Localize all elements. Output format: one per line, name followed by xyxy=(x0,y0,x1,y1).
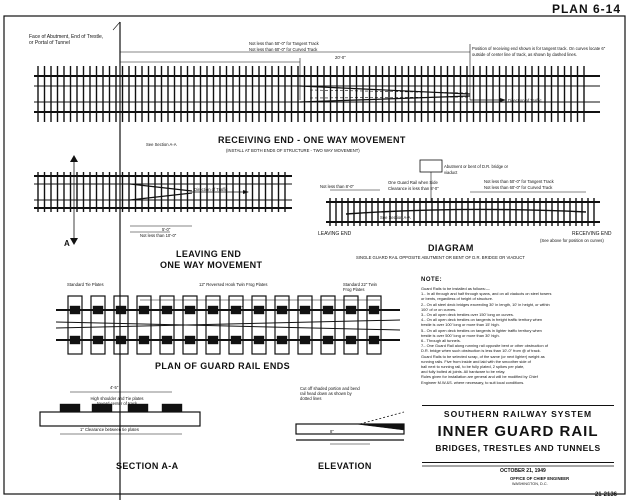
section-mark-a-label: A xyxy=(64,239,71,248)
note-line: Engineer M.W.&S. where necessary, to suit local conditions. xyxy=(421,379,525,385)
company-name: SOUTHERN RAILWAY SYSTEM xyxy=(443,409,593,419)
abutment-leader xyxy=(113,22,120,30)
shaded-portion xyxy=(356,424,404,430)
section-arrow xyxy=(70,155,78,162)
notes-heading: NOTE: xyxy=(421,277,443,283)
plate-tie xyxy=(114,296,128,354)
diagram-subtitle: SINGLE GUARD RAIL OPPOSITE ABUTMENT OR BENT OF D.R. BRIDGE OR VIADUCT xyxy=(356,255,525,260)
note-line: trestle is over 100' long or more than 15' high. xyxy=(421,322,500,328)
plate-tie xyxy=(344,296,358,354)
diagram-leaving-end: LEAVING END xyxy=(318,231,352,237)
diagram-curved: Not less than 60'-0" for Curved Track xyxy=(484,185,553,190)
plate-tie xyxy=(298,296,312,354)
drawing-title: INNER GUARD RAIL xyxy=(437,423,599,440)
abutment-note: Abutment or bent of D.R. bridge or viaduct xyxy=(444,164,509,175)
elevation-title: ELEVATION xyxy=(318,461,372,471)
drawing-number: 21-2136 xyxy=(594,492,617,498)
note-line: and fully bolted at joints. All hardware to be relay. xyxy=(421,369,506,375)
guard-rail-taper-dashed xyxy=(310,97,470,98)
plate-tie xyxy=(275,296,289,354)
note-line: ball next to running rail, to be fully plated, 2 spikes per plate, xyxy=(421,364,525,370)
note-line: 7.- One Guard Rail along running rail opposite bent or other obstruction of xyxy=(421,343,548,349)
title-block xyxy=(422,405,614,463)
note-line: Guard Rails to be selected scrap, of the same (or next lighter) weight as xyxy=(421,353,545,359)
receiving-end-title: RECEIVING END - ONE WAY MOVEMENT xyxy=(218,135,406,145)
diagram-receiving-end: RECEIVING END xyxy=(572,231,612,237)
notes-lines xyxy=(421,286,613,385)
guard-rail-ends-title: PLAN OF GUARD RAIL ENDS xyxy=(155,361,291,371)
see-section-1: See Section A-A xyxy=(146,142,177,147)
plate-tie xyxy=(252,296,266,354)
section-aa-dim: 4'-5" xyxy=(110,385,119,390)
twin-plates-label: Standard 22" Twin Frog Plates xyxy=(343,282,378,292)
note-line: 100' of or on curves. xyxy=(421,306,457,312)
drawing-subtitle: BRIDGES, TRESTLES AND TUNNELS xyxy=(435,443,601,453)
diagram-tangent: Not less than 50'-0" for Tangent Track xyxy=(484,179,554,184)
guard-rail-ends-dim: 13'-0" xyxy=(232,305,243,310)
direction-of-traffic-2: Direction of Traffic xyxy=(194,187,228,192)
note-line: D.R. bridge when such obstruction is less than 10'-0" from @ of track. xyxy=(421,348,541,354)
bent-symbol xyxy=(420,160,442,172)
diagram-title: DIAGRAM xyxy=(428,243,474,253)
reversed-plates-label: 12" Reversed Hook Twin Frog Plates xyxy=(199,282,268,287)
drawing-date: OCTOBER 21, 1949 xyxy=(500,468,546,474)
tie-plates-label: Standard Tie Plates xyxy=(67,282,104,287)
clearance-note: 1" Clearance between tie plates xyxy=(80,427,139,432)
leaving-end-title-2: ONE WAY MOVEMENT xyxy=(160,260,263,270)
note-line: running rails. Five from inside and laid with the smoother side of xyxy=(421,358,531,364)
note-line: 2.- On all steel deck bridges exceeding 30' in length, 10' in height, or within xyxy=(421,301,550,307)
elevation-note: Cut off shaded portion and bend rail head down as shown by dotted lines xyxy=(300,386,360,401)
note-line: 6.- Through all tunnels. xyxy=(421,338,461,344)
plate-tie xyxy=(137,296,151,354)
shoulder-note: High shoulder and Tie plates toward center of track xyxy=(90,396,144,406)
plate-tie xyxy=(206,296,220,354)
note-line: 5.- On all open deck trestles on tangents in lighter traffic territory when xyxy=(421,327,542,333)
dim-5ft: 5'-0" xyxy=(162,227,171,232)
section-aa-title: SECTION A-A xyxy=(116,461,179,471)
plate-tie xyxy=(91,296,105,354)
arrowhead xyxy=(500,98,506,102)
dim-short: 20'-0" xyxy=(335,55,346,60)
face-of-abutment-note: Face of Abutment, End of Trestle, or Portal of Tunnel xyxy=(29,34,104,46)
plate-tie xyxy=(321,296,335,354)
plate-tie xyxy=(367,296,381,354)
guard-rail-taper xyxy=(300,96,470,102)
leaving-end-title-1: LEAVING END xyxy=(176,249,242,259)
rail-section xyxy=(60,404,80,412)
office-name: OFFICE OF CHIEF ENGINEER xyxy=(510,476,570,481)
diagram-not-less: Not less than 8'-0" xyxy=(320,184,354,189)
elevation-dim: 8" xyxy=(330,429,334,434)
plate-tie xyxy=(68,296,82,354)
rail-section xyxy=(162,404,182,412)
guard-rail xyxy=(56,320,400,328)
note-line: Rules given for installation are general and will be modified by Chief xyxy=(421,374,538,380)
diagram-see-above: (See above for position on curves) xyxy=(540,238,604,243)
note-line: 1.- In all through and half through spans, and on all viaducts on steel towers xyxy=(421,291,552,297)
diagram-guard-rail xyxy=(346,209,586,214)
direction-of-traffic-1: Direction of Traffic xyxy=(508,98,542,103)
dim-line-curved: Not less than 60'-0" for Curved Track xyxy=(249,47,318,52)
note-line: Guard Rails to be installed as follows:— xyxy=(421,286,490,291)
dim-10ft: Not less than 10'-0" xyxy=(140,233,177,238)
one-guard-rail-note: One Guard Rail when Side Clearance is less than 8'-0" xyxy=(388,180,439,191)
notes-block xyxy=(421,277,613,385)
section-arrow xyxy=(70,238,78,245)
note-line: or bents, regardless of height of structure. xyxy=(421,296,494,302)
office-city: WASHINGTON, D.C. xyxy=(512,482,548,486)
note-line: 3.- On all open deck trestles over 150' long on curves. xyxy=(421,312,514,318)
note-line: trestle is over 500' long or more than 30' high. xyxy=(421,332,500,338)
receiving-end-subtitle: (INSTALL AT BOTH ENDS OF STRUCTURE - TWO WAY MOVEMENT) xyxy=(226,148,360,153)
rail-head-dashed xyxy=(360,412,404,424)
plan-label: PLAN 6-14 xyxy=(551,2,621,16)
diagram-see-section: See Section A-A xyxy=(380,215,411,220)
note-line: 4.- On all open deck trestles on tangents in freight traffic territory when xyxy=(421,317,543,323)
guard-rail xyxy=(56,322,400,330)
dim-line-tangent: Not less than 50'-0" for Tangent Track xyxy=(249,41,319,46)
position-note: Position of receiving end shown is for tangent track. On curves locate 6" outside of center line of track, as shown by dashed lines. xyxy=(472,46,606,57)
